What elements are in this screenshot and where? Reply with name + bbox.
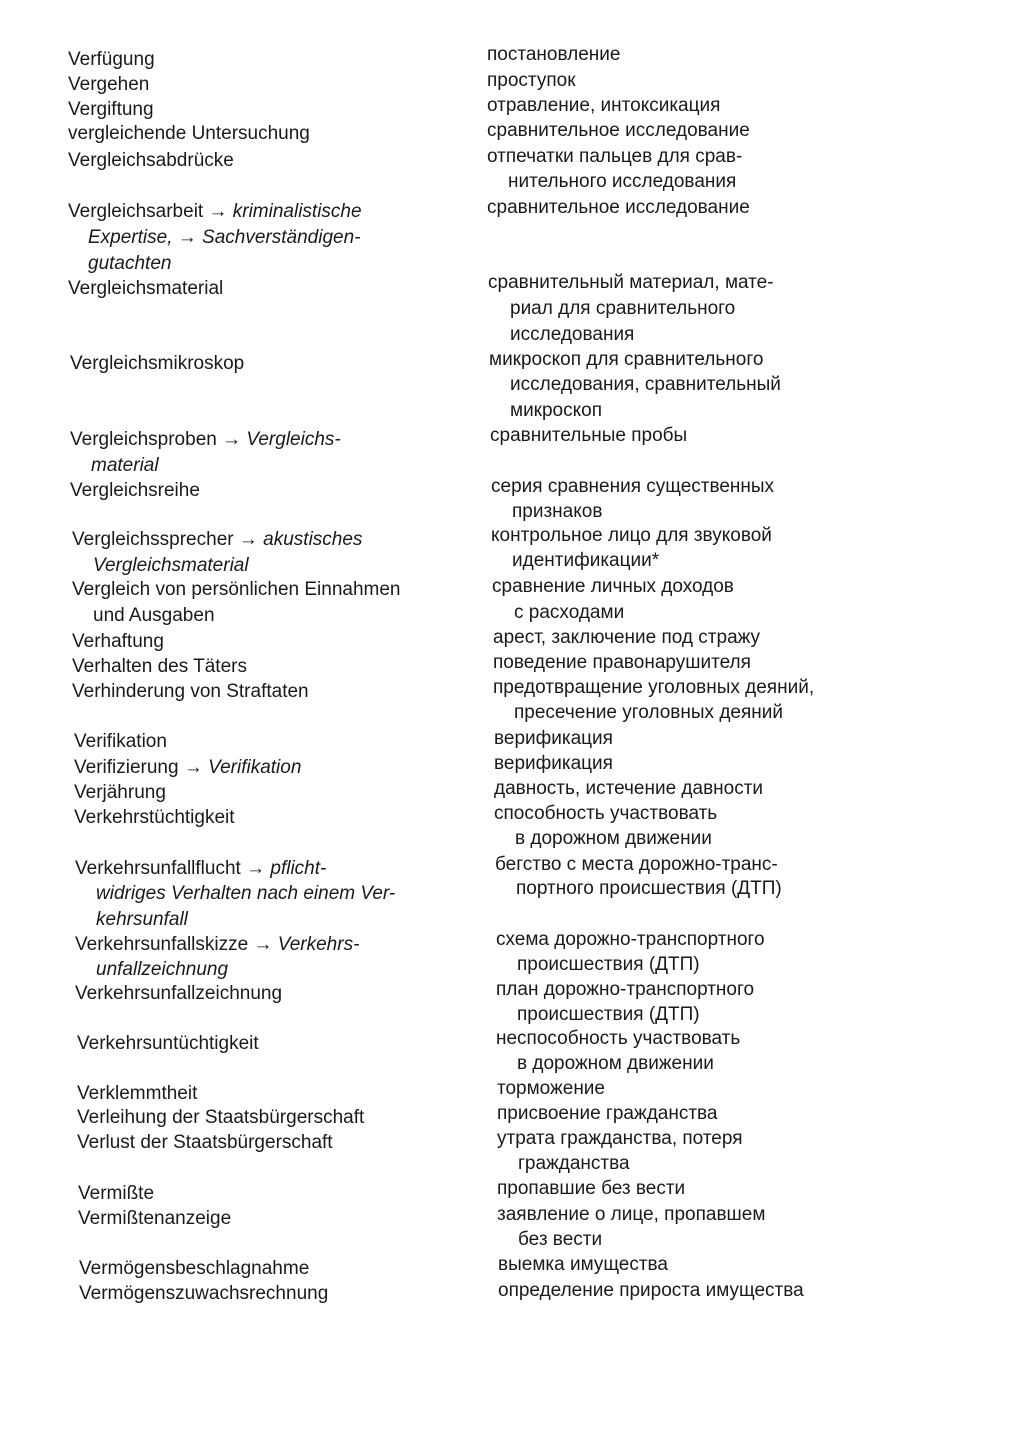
de-term: Verfügung [68,49,155,70]
de-term-continuation: material [91,455,159,476]
de-term: Vergleichsarbeit → kriminalistische [68,201,362,222]
ru-translation: план дорожно-транспортного [496,979,755,1000]
de-term-continuation: gutachten [88,253,172,274]
ru-translation: давность, истечение давности [494,778,764,799]
de-term-continuation: kehrsunfall [96,909,188,930]
de-term: Verkehrsunfallzeichnung [75,983,283,1004]
de-term: Verlust der Staatsbürgerschaft [77,1132,333,1153]
ru-translation: способность участвовать [494,803,718,824]
ru-translation-continuation: риал для сравнительного [510,298,736,319]
ru-translation: пропавшие без вести [497,1178,686,1199]
de-term: Vermißte [78,1183,155,1204]
ru-translation: выемка имущества [498,1254,668,1275]
ru-translation: микроскоп для сравнительного [489,349,764,370]
ru-translation: присвоение гражданства [497,1103,718,1124]
ru-translation-continuation: гражданства [518,1153,630,1174]
de-term-continuation: Expertise, → Sachverständigen- [88,227,361,248]
de-term: Vergleichsabdrücke [68,150,234,171]
de-term: Vergleichssprecher → akustisches [72,529,363,550]
de-term: Verhaftung [72,631,164,652]
ru-translation: постановление [487,44,621,65]
de-term: vergleichende Untersuchung [68,123,310,144]
de-term-continuation: und Ausgaben [93,605,215,626]
ru-translation: серия сравнения существенных [491,476,775,497]
ru-translation-continuation: исследования [510,324,635,345]
ru-translation-continuation: происшествия (ДТП) [517,1004,700,1025]
de-term: Vergleich von persönlichen Einnahmen [72,579,401,600]
ru-translation-continuation: признаков [512,501,603,522]
ru-translation: заявление о лице, пропавшем [497,1204,766,1225]
ru-translation-continuation: идентификации* [512,550,660,571]
de-term: Verleihung der Staatsbürgerschaft [77,1107,365,1128]
de-term: Verjährung [74,782,166,803]
ru-translation-continuation: портного происшествия (ДТП) [516,878,782,899]
ru-translation: сравнение личных доходов [492,576,734,597]
ru-translation: верификация [494,753,613,774]
de-term: Verifizierung → Verifikation [74,757,302,778]
de-term-continuation: Vergleichsmaterial [93,555,249,576]
ru-translation: определение прироста имущества [498,1280,804,1301]
de-term: Verklemmtheit [77,1083,198,1104]
ru-translation: сравнительный материал, мате- [488,272,774,293]
ru-translation-continuation: исследования, сравнительный [510,374,781,395]
ru-translation: сравнительные пробы [490,425,688,446]
ru-translation: схема дорожно-транспортного [496,929,765,950]
ru-translation-continuation: с расходами [514,602,625,623]
de-term: Vermögenszuwachsrechnung [79,1283,329,1304]
ru-translation: торможение [497,1078,605,1099]
ru-translation-continuation: нительного исследования [508,171,737,192]
de-term: Verkehrstüchtigkeit [74,807,235,828]
de-term: Verkehrsunfallskizze → Verkehrs- [75,934,360,955]
ru-translation: предотвращение уголовных деяний, [493,677,815,698]
ru-translation: поведение правонарушителя [493,652,751,673]
ru-translation-continuation: в дорожном движении [517,1053,714,1074]
de-term-continuation: widriges Verhalten nach einem Ver- [96,883,396,904]
de-term: Vergleichsmikroskop [70,353,245,374]
de-term: Vermögensbeschlagnahme [79,1258,310,1279]
de-term: Verkehrsuntüchtigkeit [77,1033,259,1054]
de-term: Verhalten des Täters [72,656,247,677]
de-term: Vergleichsmaterial [68,278,224,299]
ru-translation: контрольное лицо для звуковой [491,525,772,546]
ru-translation-continuation: микроскоп [510,400,603,421]
ru-translation: арест, заключение под стражу [493,627,761,648]
ru-translation: сравнительное исследование [487,197,750,218]
ru-translation-continuation: без вести [518,1229,603,1250]
de-term: Verifikation [74,731,167,752]
de-term: Vergleichsreihe [70,480,200,501]
ru-translation: утрата гражданства, потеря [497,1128,743,1149]
de-term: Vergehen [68,74,150,95]
de-term: Verkehrsunfallflucht → pflicht- [75,858,327,879]
ru-translation-continuation: в дорожном движении [515,828,712,849]
ru-translation: сравнительное исследование [487,120,750,141]
de-term: Vermißtenanzeige [78,1208,232,1229]
ru-translation: отравление, интоксикация [487,95,721,116]
ru-translation: неспособность участвовать [496,1028,741,1049]
de-term: Verhinderung von Straftaten [72,681,309,702]
ru-translation: верификация [494,728,613,749]
de-term: Vergiftung [68,99,154,120]
ru-translation-continuation: происшествия (ДТП) [517,954,700,975]
de-term-continuation: unfallzeichnung [96,959,229,980]
ru-translation: отпечатки пальцев для срав- [487,146,743,167]
ru-translation-continuation: пресечение уголовных деяний [514,702,783,723]
de-term: Vergleichsproben → Vergleichs- [70,429,341,450]
ru-translation: бегство с места дорожно-транс- [495,854,778,875]
ru-translation: проступок [487,70,576,91]
